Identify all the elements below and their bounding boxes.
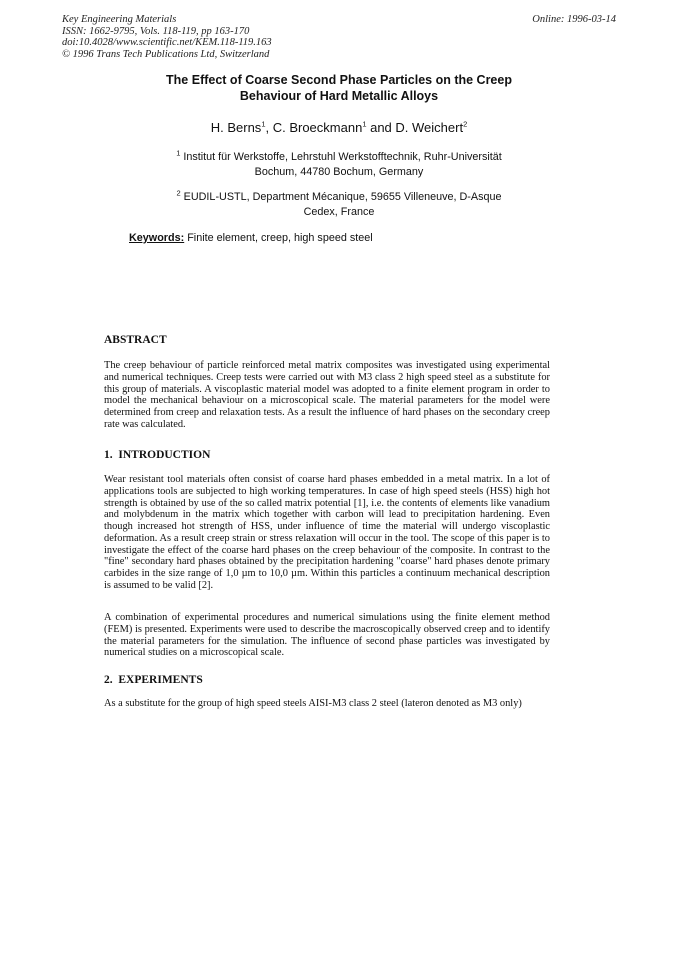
title-line-2: Behaviour of Hard Metallic Alloys: [239, 89, 439, 103]
author-name: C. Broeckmann: [272, 120, 363, 135]
affiliation-mark: 2: [176, 188, 181, 198]
affiliation-mark: 1: [261, 119, 266, 129]
doi-line: doi:10.4028/www.scientific.net/KEM.118-119.163: [62, 37, 272, 48]
online-date: Online: 1996-03-14: [532, 14, 616, 25]
title-line-1: The Effect of Coarse Second Phase Particles on the Creep: [166, 73, 512, 87]
experiments-heading: 2. EXPERIMENTS: [104, 674, 203, 686]
author-name: H. Berns: [210, 120, 262, 135]
affiliation-mark: 1: [362, 119, 367, 129]
affiliation-1: [100, 150, 578, 179]
affiliation-2-line-2: Cedex, France: [303, 205, 375, 218]
introduction-paragraph-1: Wear resistant tool materials often consist of coarse hard phases embedded in a metal matrix. In a lot of applications tools are subjected to high working temperatures. In case of high speed steels (HSS) high hot strength is obtained by use of the so called matrix potential [1], i.e. the contents of elements like vanadium and molybdenum in the matrix which together with carbon will lead to precipitation hardening. Even though increased hot strength of HSS, under influence of time the material will undergo viscoplastic deformation. As a result creep strain or stress relaxation will occur in the tool. The scope of this paper is to investigate the effect of the coarse hard phases on the creep behaviour of the composite. In contrast to the "fine" secondary hard phases obtained by the precipitation hardening "coarse" hard phases denote primary carbides in the size range of 1,0 µm to 10,0 µm. Within this particles a continuum mechanical description is assumed to be valid [2].: [104, 474, 550, 591]
affiliation-1-line-1: Institut für Werkstoffe, Lehrstuhl Werkstofftechnik, Ruhr-Universität: [183, 151, 502, 163]
journal-header: [62, 14, 272, 60]
affiliation-2-line-1: EUDIL-USTL, Department Mécanique, 59655 Villeneuve, D-Asque: [183, 191, 502, 203]
keywords: [129, 232, 373, 244]
journal-name: Key Engineering Materials: [62, 14, 177, 25]
experiments-paragraph-1: As a substitute for the group of high speed steels AISI-M3 class 2 steel (lateron denoted as M3 only): [104, 698, 522, 709]
affiliation-1-line-2: Bochum, 44780 Bochum, Germany: [254, 165, 424, 178]
copyright-line: © 1996 Trans Tech Publications Ltd, Switzerland: [62, 48, 270, 60]
keywords-label: Keywords:: [129, 232, 185, 244]
keywords-text: Finite element, creep, high speed steel: [187, 232, 373, 244]
paper-title: [100, 72, 578, 104]
affiliation-mark: 2: [463, 119, 468, 129]
affiliation-2: [100, 190, 578, 219]
introduction-heading: 1. INTRODUCTION: [104, 449, 211, 461]
issn-line: ISSN: 1662-9795, Vols. 118-119, pp 163-170: [62, 25, 250, 37]
affiliation-mark: 1: [176, 148, 181, 158]
abstract-text: The creep behaviour of particle reinforced metal matrix composites was investigated using experimental and numerical techniques. Creep tests were carried out with M3 class 2 high speed steel as a substitute for this group of materials. A viscoplastic material model was adopted to a finite element program in order to model the mechanical behaviour on a microscopical scale. The material parameters for the model were determined from creep and relaxation tests. As a result the influence of hard phases on the secondary creep rate was calculated.: [104, 360, 550, 430]
introduction-paragraph-2: A combination of experimental procedures and numerical simulations using the finite element method (FEM) is presented. Experiments were used to describe the macroscopically observed creep and to identify the material parameters for the simulation. The influence of second phase particles was investigated by numerical studies on a microscopical scale.: [104, 612, 550, 659]
author-list: [100, 120, 578, 135]
author-name: D. Weichert: [395, 120, 464, 135]
author-separator: and: [366, 120, 396, 135]
abstract-heading: ABSTRACT: [104, 334, 167, 346]
author-separator: ,: [265, 120, 273, 135]
